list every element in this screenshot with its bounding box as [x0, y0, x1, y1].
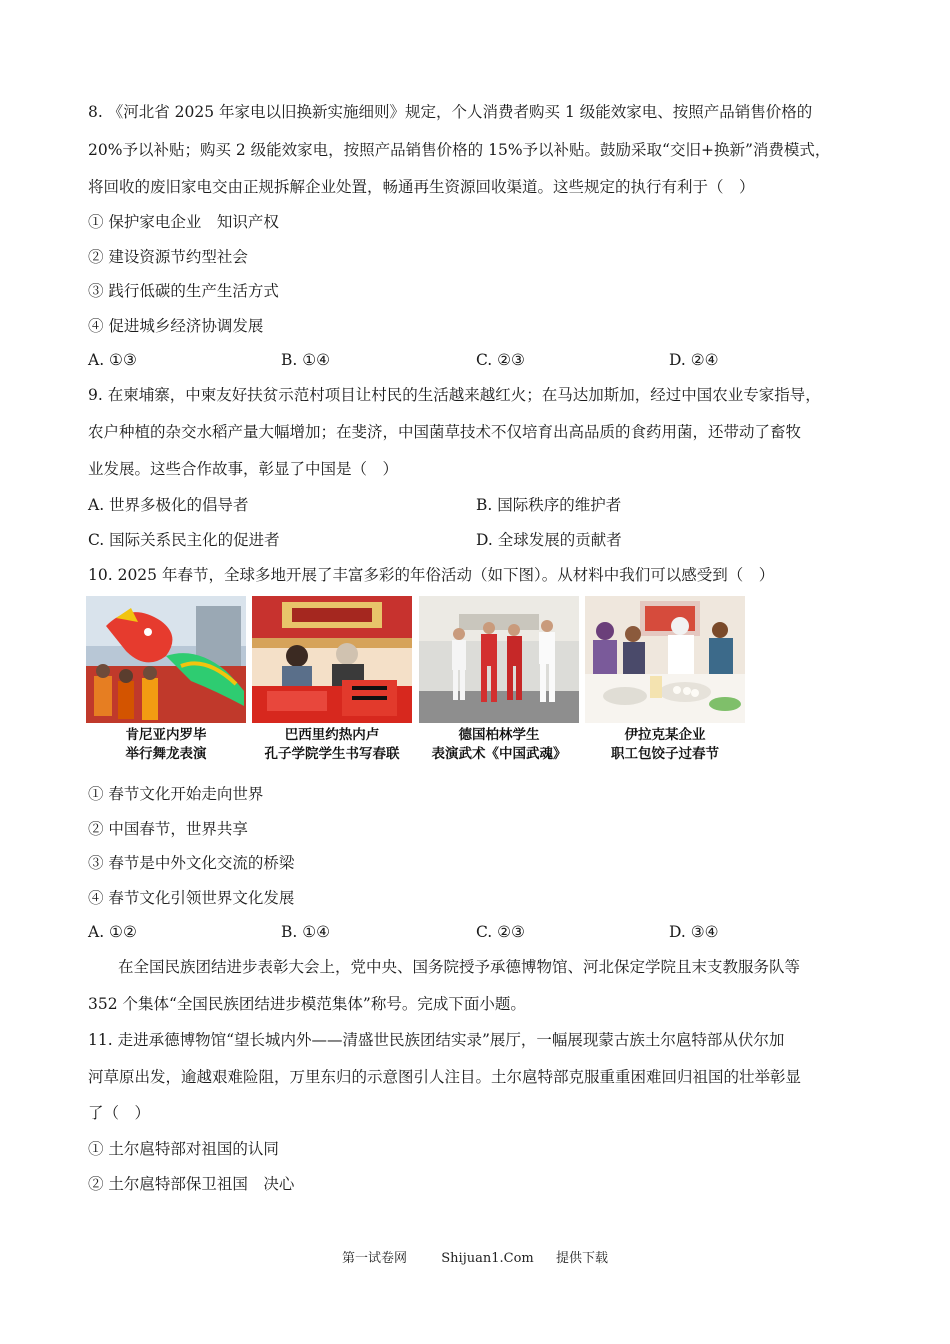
photo-caption-3 [414, 726, 584, 764]
photo-caption-1-line-1: 肯尼亚内罗毕 [125, 727, 207, 743]
photo-caption-4 [580, 726, 750, 764]
photo-dragon-dance [86, 596, 246, 723]
q8-option-c: C. ②③ [476, 351, 525, 369]
page-footer [0, 1247, 950, 1266]
photo-martial-arts [419, 596, 579, 723]
footer-site-name: 第一试卷网 [341, 1251, 407, 1266]
q8-item-2: ② 建设资源节约型社会 [88, 248, 248, 266]
q10-option-b: B. ①④ [281, 923, 331, 941]
q10-item-4: ④ 春节文化引领世界文化发展 [88, 889, 295, 907]
q10-item-2: ② 中国春节，世界共享 [88, 820, 248, 838]
footer-domain[interactable]: Shijuan1.Com [441, 1251, 534, 1266]
q8-option-a: A. ①③ [88, 351, 137, 369]
material-line-2: 352 个集体“全国民族团结进步模范集体”称号。完成下面小题。 [88, 995, 526, 1013]
photo-caption-3-line-1: 德国柏林学生 [458, 727, 540, 743]
q10-item-1: ① 春节文化开始走向世界 [88, 785, 264, 803]
q10-photo-strip [86, 596, 748, 768]
q8-item-3: ③ 践行低碳的生产生活方式 [88, 282, 279, 300]
q9-stem-line-1: 9. 在柬埔寨，中柬友好扶贫示范村项目让村民的生活越来越红火；在马达加斯加，经过中国农业专家指导， [88, 386, 821, 404]
q10-option-a: A. ①② [88, 923, 137, 941]
q10-option-d: D. ③④ [669, 923, 719, 941]
footer-download-text: 提供下载 [556, 1251, 609, 1266]
q8-stem-line-2: 20%予以补贴；购买 2 级能效家电，按照产品销售价格的 15%予以补贴。鼓励采取“交旧+换新”消费模式， [88, 141, 831, 159]
q8-item-4: ④ 促进城乡经济协调发展 [88, 317, 264, 335]
q9-option-d: D. 全球发展的贡献者 [476, 531, 622, 549]
photo-caption-2-line-2: 孔子学院学生书写春联 [264, 746, 400, 762]
q11-item-1: ① 土尔扈特部对祖国的认同 [88, 1140, 279, 1158]
q9-option-c: C. 国际关系民主化的促进者 [88, 531, 280, 549]
photo-caption-2 [247, 726, 417, 764]
q8-stem-line-1: 8. 《河北省 2025 年家电以旧换新实施细则》规定，个人消费者购买 1 级能效家电、按照产品销售价格的 [88, 103, 813, 121]
q9-option-a: A. 世界多极化的倡导者 [88, 496, 249, 514]
q9-stem-line-2: 农户种植的杂交水稻产量大幅增加；在斐济，中国菌草技术不仅培育出高品质的食药用菌，还带动了畜牧 [88, 423, 802, 441]
photo-caption-4-line-1: 伊拉克某企业 [624, 727, 706, 743]
q10-stem: 10. 2025 年春节，全球多地开展了丰富多彩的年俗活动（如下图）。从材料中我们可以感受到（ ） [88, 566, 775, 584]
q8-option-d: D. ②④ [669, 351, 719, 369]
q11-item-2: ② 土尔扈特部保卫祖国 决心 [88, 1175, 295, 1193]
q11-stem-line-3: 了（ ） [88, 1104, 151, 1122]
q9-option-b: B. 国际秩序的维护者 [476, 496, 622, 514]
q8-item-1: ① 保护家电企业 知识产权 [88, 213, 279, 231]
photo-caption-1-line-2: 举行舞龙表演 [125, 746, 207, 762]
q8-option-b: B. ①④ [281, 351, 331, 369]
q11-stem-line-2: 河草原出发，逾越艰难险阻，万里东归的示意图引人注目。土尔扈特部克服重重困难回归祖国的壮举彰显 [88, 1068, 802, 1086]
photo-dumplings [585, 596, 745, 723]
photo-caption-4-line-2: 职工包饺子过春节 [611, 746, 719, 762]
q8-stem-line-3: 将回收的废旧家电交由正规拆解企业处置，畅通再生资源回收渠道。这些规定的执行有利于（ ） [88, 178, 755, 196]
q9-stem-line-3: 业发展。这些合作故事，彰显了中国是（ ） [88, 460, 399, 478]
photo-caption-1 [81, 726, 251, 764]
photo-caption-3-line-2: 表演武术《中国武魂》 [431, 746, 567, 762]
q10-item-3: ③ 春节是中外文化交流的桥梁 [88, 854, 295, 872]
q11-stem-line-1: 11. 走进承德博物馆“望长城内外——清盛世民族团结实录”展厅，一幅展现蒙古族土尔扈特部从伏尔加 [88, 1031, 785, 1049]
photo-caption-2-line-1: 巴西里约热内卢 [284, 727, 380, 743]
material-line-1: 在全国民族团结进步表彰大会上，党中央、国务院授予承德博物馆、河北保定学院且末支教服务队等 [118, 958, 801, 976]
photo-couplet-writing [252, 596, 412, 723]
q10-option-c: C. ②③ [476, 923, 525, 941]
